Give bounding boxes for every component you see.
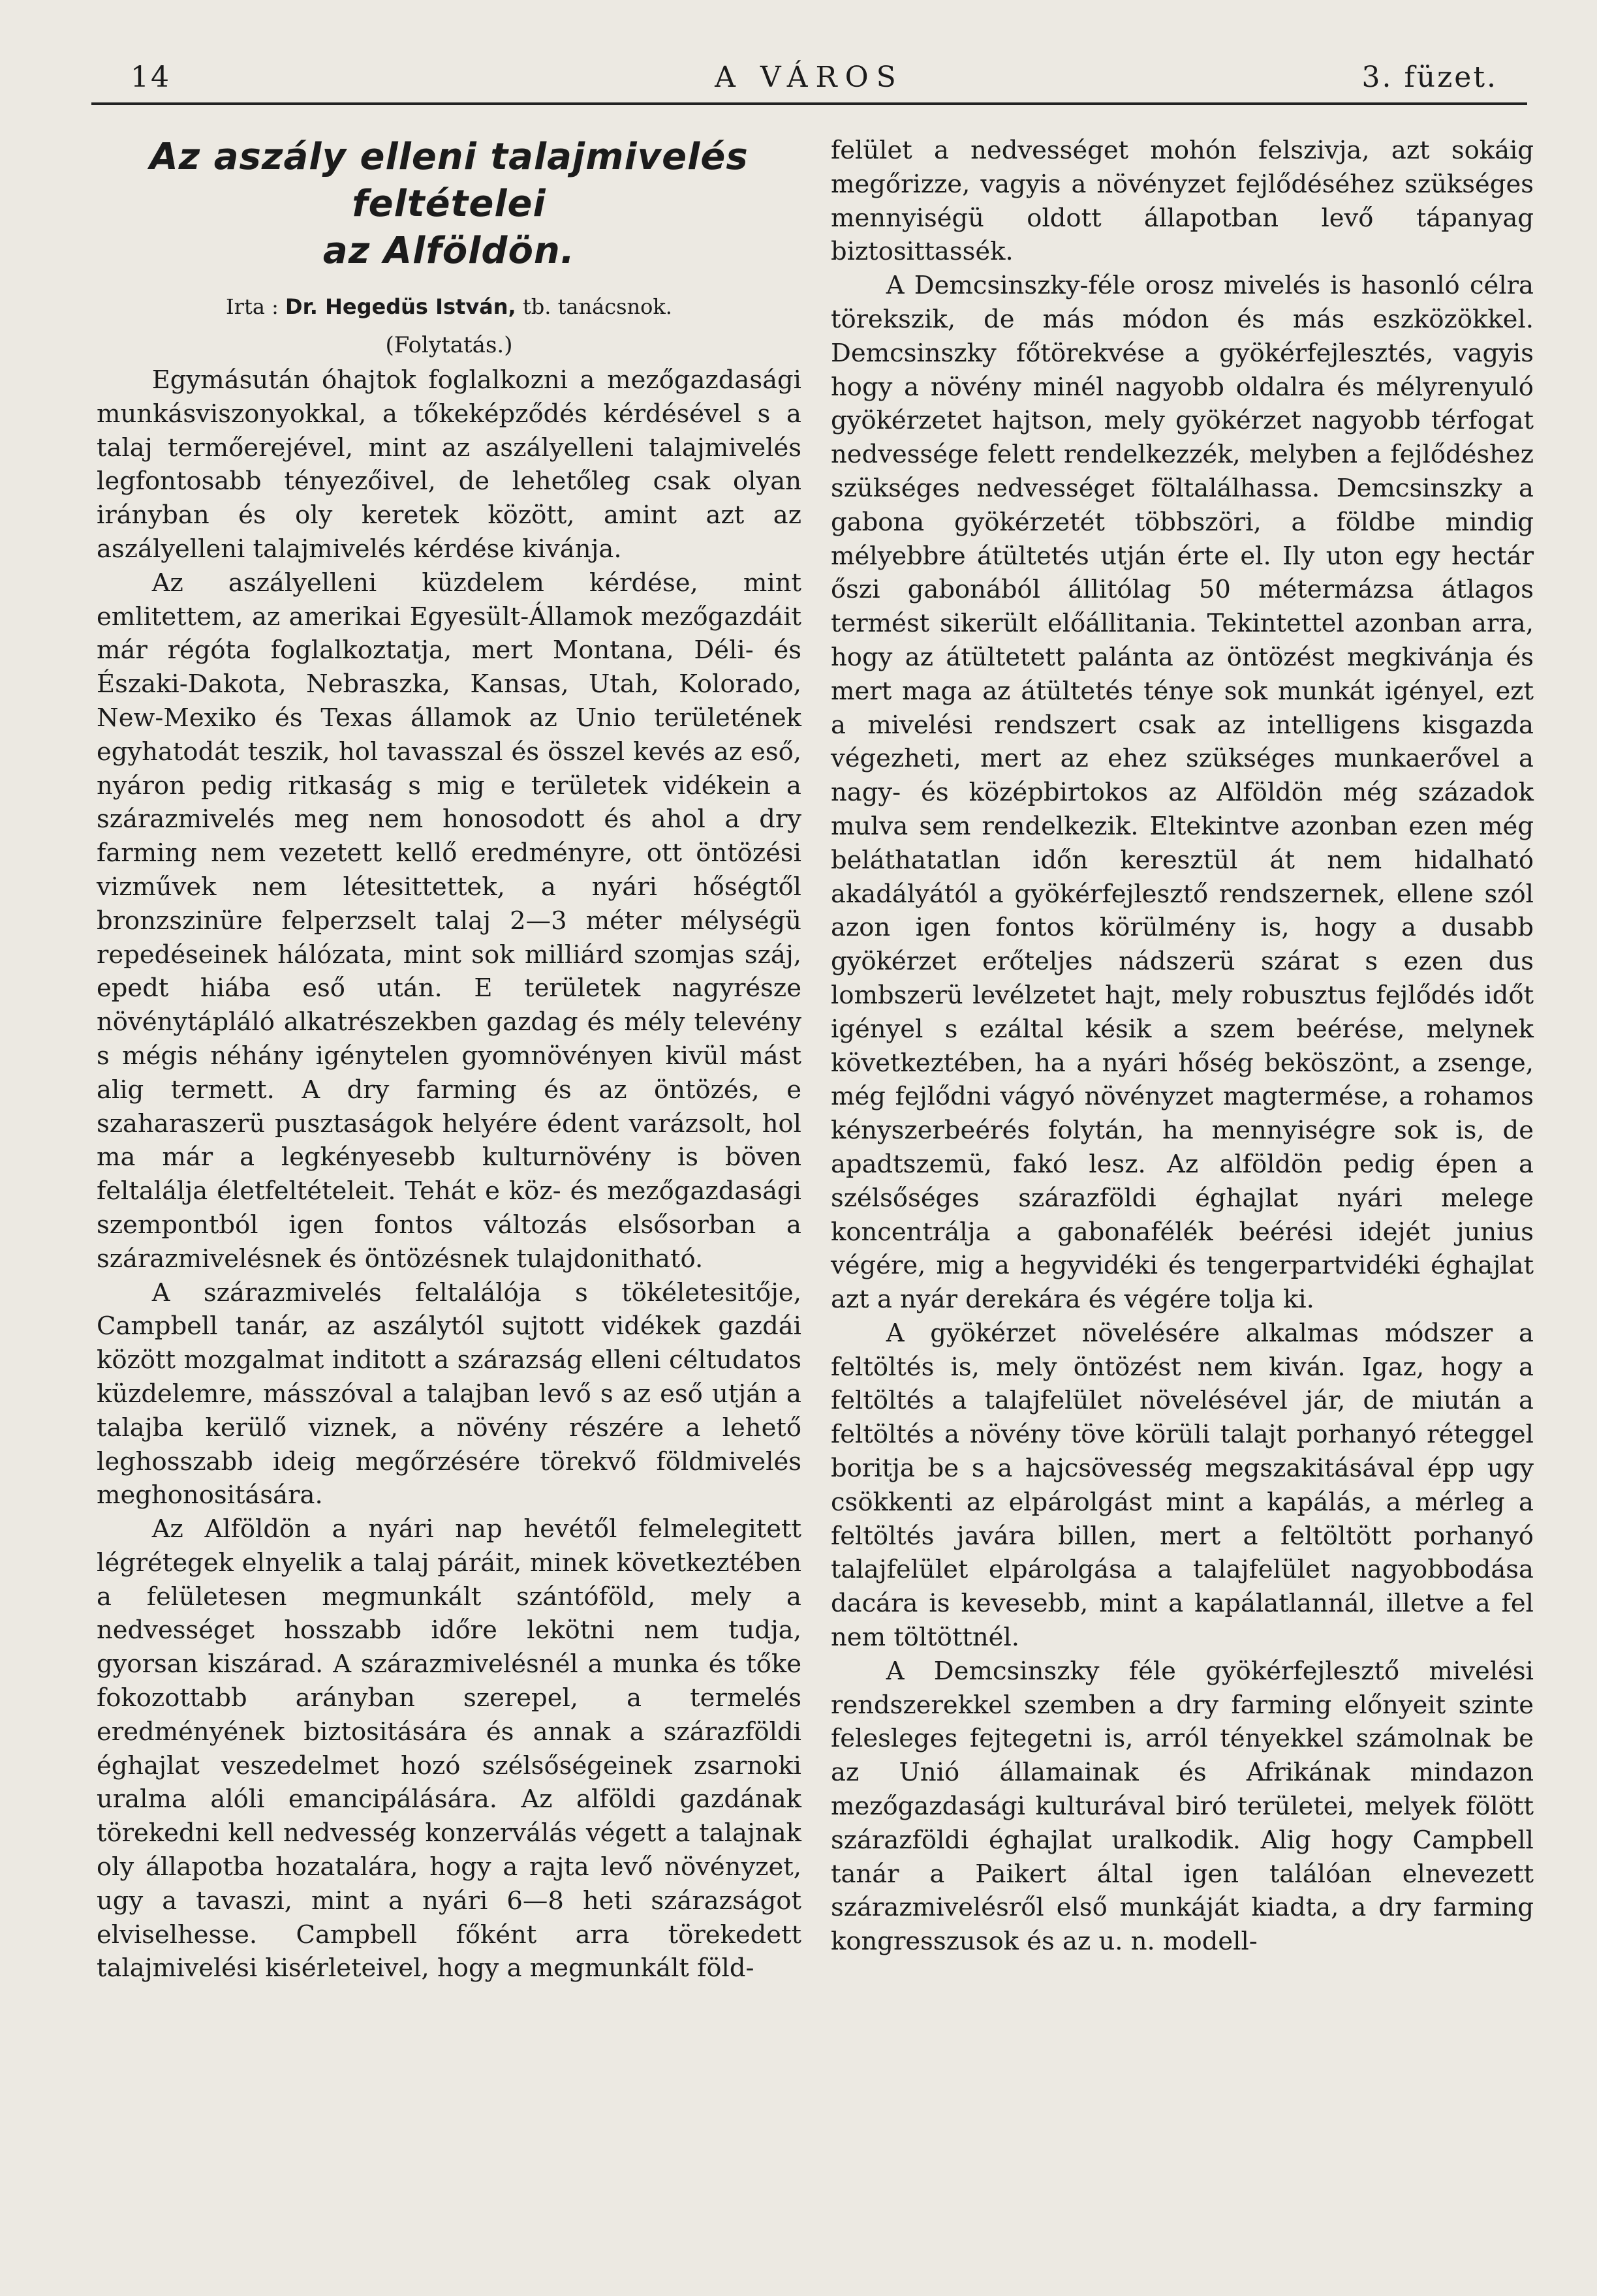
author-name: Dr. Hegedüs István, xyxy=(285,294,516,319)
paragraph: Az aszályelleni küzdelem kérdése, mint emlitettem, az amerikai Egyesült-Államok mezőgazdáit már régóta foglalkoztatja, mert Montana, Déli- és Északi-Dakota, Nebraszka, Kansas, Utah, Kolorado, New-Mexiko és Texas államok az Unio területének egyhatodát teszik, hol tavasszal és összel kevés az eső, nyáron pedig ritkaság s mig e területek vidékein a szárazmivelés meg nem honosodott és ahol a dry farming nem vezetett kellő eredményre, ott öntözési vizművek nem létesittettek, a nyári hőségtől bronzszinüre felperzselt talaj 2—3 méter mélységü repedéseinek hálózata, mint sok milliárd szomjas száj, epedt hiába eső után. E területek nagyrésze növénytápláló alkatrészekben gazdag és mély televény s mégis néhány igénytelen gyomnövényen kivül mást alig termett. A dry farming és az öntözés, e szaharaszerü pusztaságok helyére édent varázsolt, hol ma már a legkényesebb kulturnövény is böven feltalálja életfeltételeit. Tehát e köz- és mezőgazdasági szempontból igen fontos változás elsősorban a szárazmivelésnek és öntözésnek tulajdonitható. xyxy=(97,568,801,1274)
paragraph: A szárazmivelés feltalálója s tökéletesitője, Campbell tanár, az aszálytól sujtott vidékek gazdái között mozgalmat inditott a szárazság elleni céltudatos küzdelemre, másszóval a talajban levő s az eső utján a talajba kerülő viznek, a növény részére a lehető leghosszabb ideig megőrzésére törekvő földmivelés meghonositására. xyxy=(97,1278,801,1510)
paragraph: Egymásután óhajtok foglalkozni a mezőgazdasági munkásviszonyokkal, a tőkeképződés kérdésével s a talaj termőerejével, mint az aszályelleni talajmivelés legfontosabb tényezőivel, de lehetőleg csak olyan irányban és oly keretek között, amint azt az aszályelleni talajmivelés kérdése kivánja. xyxy=(97,365,801,564)
paragraph: felület a nedvességet mohón felszivja, azt sokáig megőrizze, vagyis a növényzet fejlődéséhez szükséges mennyiségü oldott állapotban levő tápanyag biztosittassék. xyxy=(831,136,1534,267)
journal-title: A VÁROS xyxy=(715,61,904,94)
paragraph: A Demcsinszky féle gyökérfejlesztő mivelési rendszerekkel szemben a dry farming előnyeit szinte felesleges fejtegetni is, arról tényekkel számolnak be az Unió államainak és Afrikának mindazon mezőgazdasági kulturával biró területei, melyek fölött szárazföldi éghajlat uralkodik. Alig hogy Campbell tanár a Paikert által igen találóan elnevezett szárazmivelésről első munkáját kiadta, a dry farming kongresszusok és az u. n. modell- xyxy=(831,1656,1534,1957)
continuation-note: (Folytatás.) xyxy=(385,332,513,358)
article-title-line2: az Alföldön. xyxy=(322,230,576,272)
right-column xyxy=(831,134,1534,1959)
article-title-line1: Az aszály elleni talajmivelés feltételei xyxy=(149,136,749,225)
paragraph: Az Alföldön a nyári nap hevétől felmelegitett légrétegek elnyelik a talaj páráit, minek következtében a felületesen megmunkált szántóföld, mely a nedvességet hosszabb időre lekötni nem tudja, gyorsan kiszárad. A szárazmivelésnél a munka és tőke fokozottabb arányban szerepel, a termelés eredményének biztositására és annak a szárazföldi éghajlat veszedelmet hozó szélsőségeinek zsarnoki uralma alóli emancipálására. Az alföldi gazdának törekedni kell nedvesség konzerválás végett a talajnak oly állapotba hozatalára, hogy a rajta levő növényzet, ugy a tavaszi, mint a nyári 6—8 heti szárazságot elviselhesse. Campbell főként arra törekedett talajmivelési kisérleteivel, hogy a megmunkált föld- xyxy=(97,1514,801,1983)
author-role: tb. tanácsnok. xyxy=(522,294,672,319)
paragraph: A gyökérzet növelésére alkalmas módszer a feltöltés is, mely öntözést nem kiván. Igaz, hogy a feltöltés a talajfelület növelésével jár, de miután a feltöltés a növény töve körüli talajt porhanyó réteggel boritja be s a hajcsövesség megszakitásával épp ugy csökkenti az elpárolgást mint a kapálás, a mérleg a feltöltés javára billen, mert a feltöltött porhanyó talajfelület elpárolgása a talajfelület nagyobbodása dacára is kevesebb, mint a kapálatlannál, illetve a fel nem töltöttnél. xyxy=(831,1318,1534,1653)
running-header xyxy=(91,55,1527,105)
page-number: 14 xyxy=(131,61,171,94)
issue-number: 3. füzet. xyxy=(1361,61,1498,94)
paragraph: A Demcsinszky-féle orosz mivelés is hasonló célra törekszik, de más módon és más eszközökkel. Demcsinszky főtörekvése a gyökérfejlesztés, vagyis hogy a növény minél nagyobb oldalra és mélyrenyuló gyökérzetet hajtson, mely gyökérzet nagyobb térfogat nedvessége felett rendelkezzék, melyben a fejlődéshez szükséges nedvességet föltalálhassa. Demcsinszky a gabona gyökérzetét többszöri, a földbe mindig mélyebbre átültetés utján érte el. Ily uton egy hectár őszi gabonából állitólag 50 métermázsa átlagos termést sikerült előállitania. Tekintettel azonban arra, hogy az átültetett palánta az öntözést megkivánja és mert maga az átültetés ténye sok munkát igényel, ezt a mivelési rendszert csak az intelligens kisgazda végezheti, mert az ehez szükséges munkaerővel a nagy- és középbirtokos az Alföldön még századok mulva sem rendelkezik. Eltekintve azonban ezen még beláthatatlan időn keresztül át nem hidalható akadályától a gyökérfejlesztő rendszernek, ellene szól azon igen fontos körülmény is, hogy a dusabb gyökérzet erőteljes nádszerü szárat s ezen dus lombszerü levélzetet hajt, mely robusztus fejlődés időt igényel s ezáltal késik a szem beérése, melynek következtében, ha a nyári hőség beköszönt, a zsenge, még fejlődni vágyó növényzet magtermése, a rohamos kényszerbeérés folytán, ha mennyiségre sok is, de apadtszemü, fakó lesz. Az alföldön pedig épen a szélsőséges szárazföldi éghajlat nyári melege koncentrálja a gabonafélék beérési idejét junius végére, mig a hegyvidéki és tengerpartvidéki éghajlat azt a nyár derekára és végére tolja ki. xyxy=(831,271,1534,1315)
left-column xyxy=(97,134,801,1985)
byline-prefix: Irta : xyxy=(226,294,279,319)
byline xyxy=(97,286,801,327)
article-title xyxy=(97,134,801,275)
